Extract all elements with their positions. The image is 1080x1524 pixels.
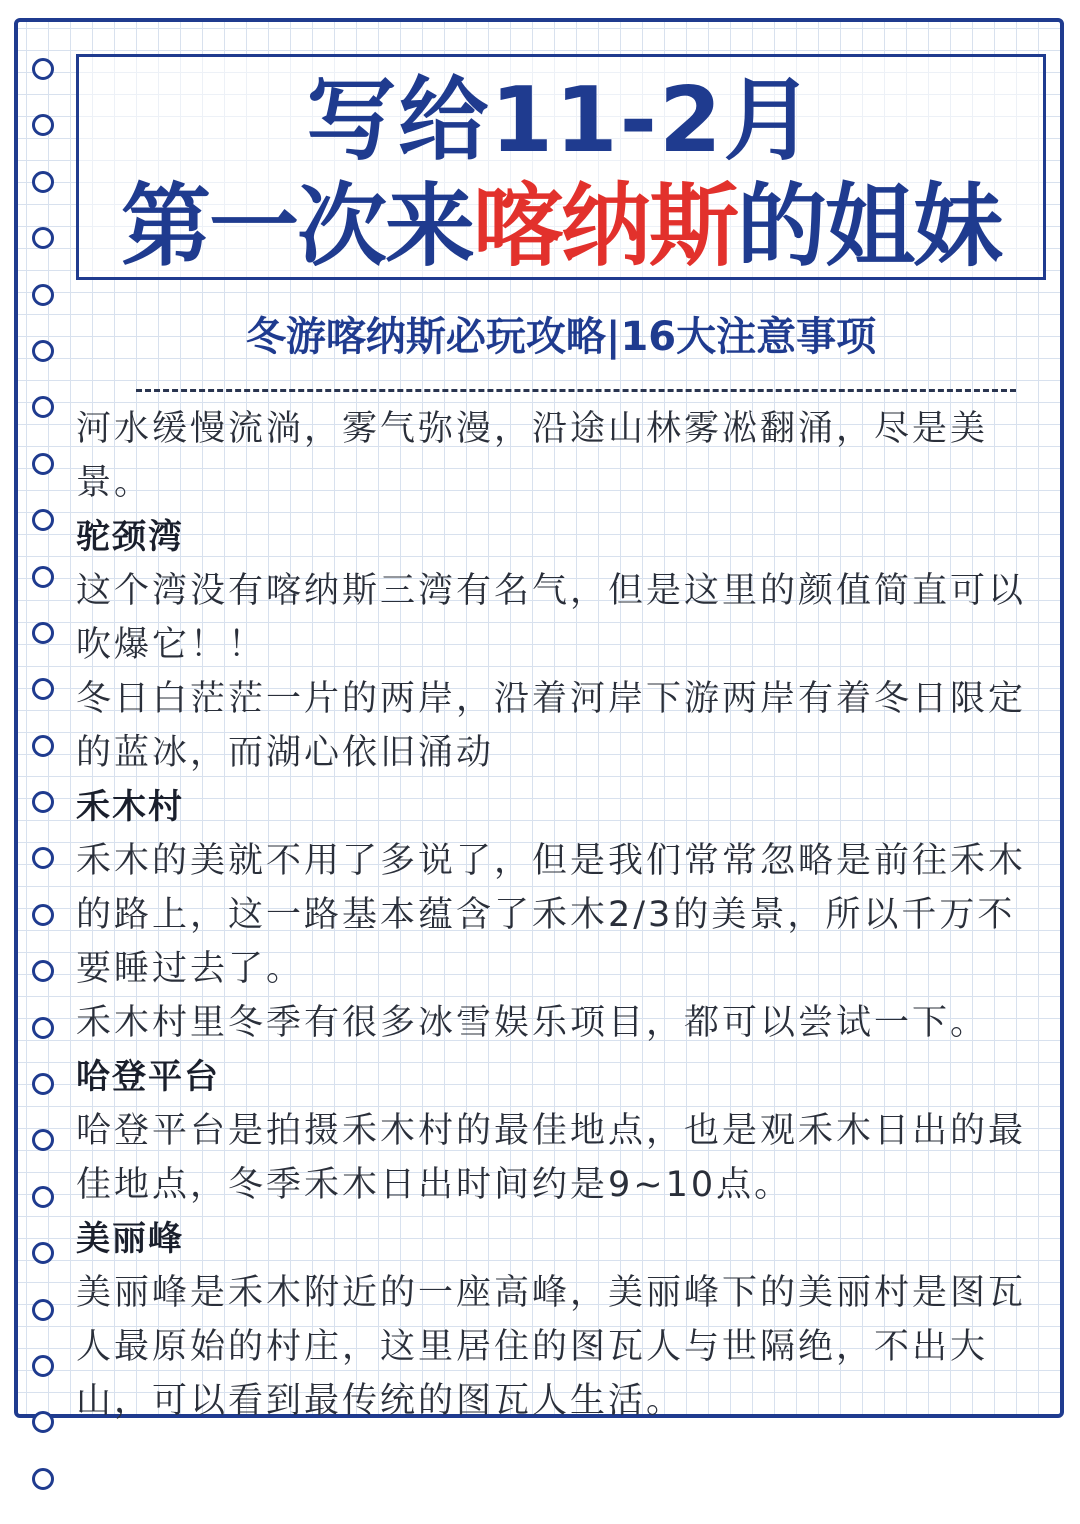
notebook-page — [14, 18, 1064, 1421]
section-heading-tuojingwan: 驼颈湾 — [76, 517, 184, 557]
dashed-divider — [136, 389, 1016, 392]
binder-rings — [32, 58, 62, 1524]
content-body — [76, 402, 1041, 1428]
binder-ring-icon — [32, 396, 54, 418]
section-heading-hadeng-platform: 哈登平台 — [76, 1057, 220, 1097]
binder-ring-icon — [32, 904, 54, 926]
binder-ring-icon — [32, 453, 54, 475]
binder-ring-icon — [32, 1073, 54, 1095]
title-prefix: 第一次来 — [121, 174, 473, 279]
title-accent: 喀纳斯 — [473, 174, 737, 279]
binder-ring-icon — [32, 1129, 54, 1151]
binder-ring-icon — [32, 622, 54, 644]
section-paragraph: 禾木的美就不用了多说了，但是我们常常忽略是前往禾木的路上，这一路基本蕴含了禾木2/3的美景，所以千万不要睡过去了。 — [76, 841, 1027, 989]
title-line-1: 写给11-2月 — [306, 68, 816, 173]
section-paragraph: 哈登平台是拍摄禾木村的最佳地点，也是观禾木日出的最佳地点，冬季禾木日出时间约是9~10点。 — [76, 1111, 1027, 1205]
binder-ring-icon — [32, 735, 54, 757]
binder-ring-icon — [32, 284, 54, 306]
section-heading-meili-peak: 美丽峰 — [76, 1219, 184, 1259]
binder-ring-icon — [32, 1186, 54, 1208]
binder-ring-icon — [32, 566, 54, 588]
binder-ring-icon — [32, 1468, 54, 1490]
binder-ring-icon — [32, 1355, 54, 1377]
binder-ring-icon — [32, 678, 54, 700]
binder-ring-icon — [32, 847, 54, 869]
title-box — [76, 54, 1046, 280]
intro-paragraph: 河水缓慢流淌，雾气弥漫，沿途山林雾凇翻涌，尽是美景。 — [76, 409, 989, 503]
section-paragraph: 冬日白茫茫一片的两岸，沿着河岸下游两岸有着冬日限定的蓝冰，而湖心依旧涌动 — [76, 679, 1027, 773]
section-paragraph: 美丽峰是禾木附近的一座高峰，美丽峰下的美丽村是图瓦人最原始的村庄，这里居住的图瓦人与世隔绝，不出大山，可以看到最传统的图瓦人生活。 — [76, 1273, 1027, 1421]
binder-ring-icon — [32, 1017, 54, 1039]
section-paragraph: 这个湾没有喀纳斯三湾有名气，但是这里的颜值简直可以吹爆它！！ — [76, 571, 1027, 665]
title-line-2 — [79, 174, 1043, 279]
title-suffix: 的姐妹 — [737, 174, 1001, 279]
subtitle: 冬游喀纳斯必玩攻略|16大注意事项 — [245, 314, 877, 360]
binder-ring-icon — [32, 1299, 54, 1321]
section-heading-hemu-village: 禾木村 — [76, 787, 184, 827]
binder-ring-icon — [32, 171, 54, 193]
binder-ring-icon — [32, 509, 54, 531]
binder-ring-icon — [32, 114, 54, 136]
binder-ring-icon — [32, 227, 54, 249]
binder-ring-icon — [32, 1242, 54, 1264]
binder-ring-icon — [32, 1411, 54, 1433]
section-paragraph: 禾木村里冬季有很多冰雪娱乐项目，都可以尝试一下。 — [76, 1003, 989, 1043]
binder-ring-icon — [32, 960, 54, 982]
binder-ring-icon — [32, 791, 54, 813]
binder-ring-icon — [32, 340, 54, 362]
binder-ring-icon — [32, 58, 54, 80]
